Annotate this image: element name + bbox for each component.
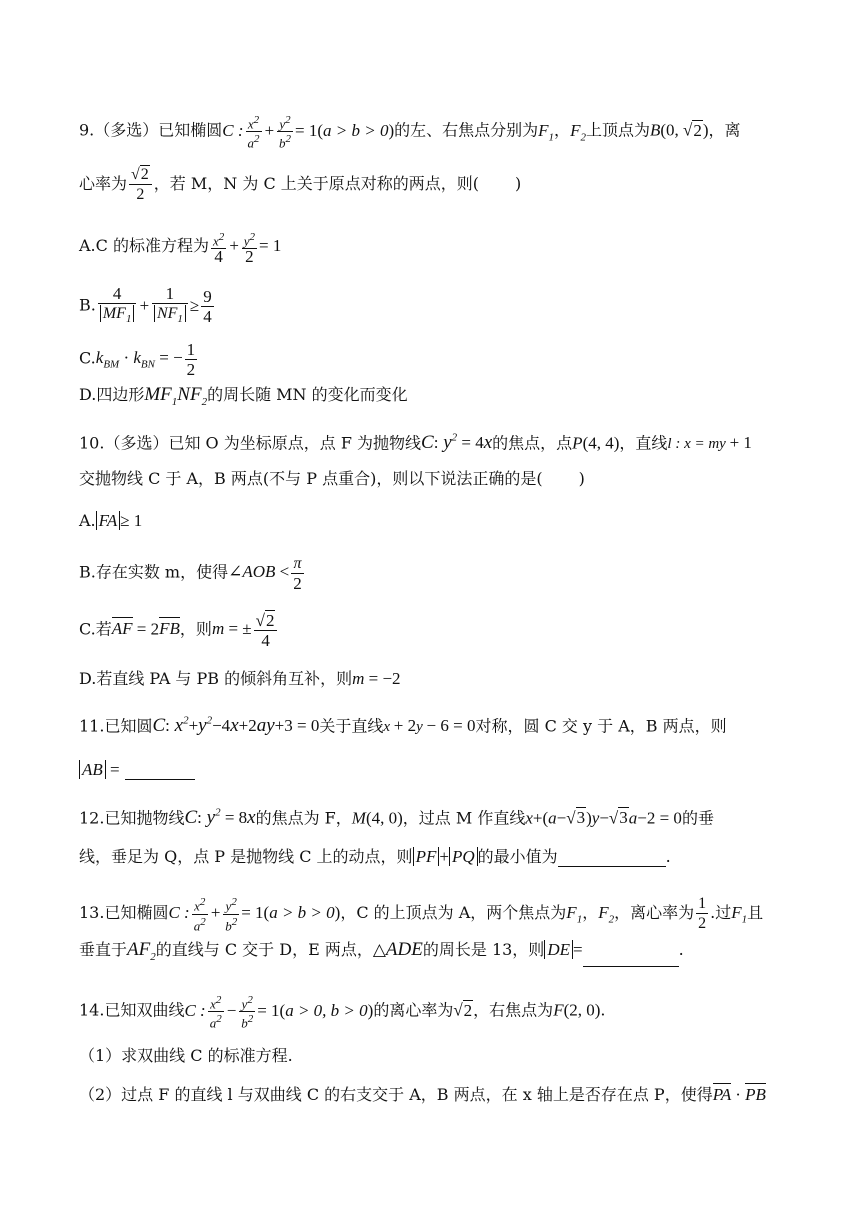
q10-option-d-formula: m = −2 xyxy=(352,669,401,688)
q12-stem-text-6: 的最小值为 xyxy=(477,847,558,866)
q14-part-1 xyxy=(79,1046,293,1066)
q13-ellipse: C : $\frac{x^2}{a^2}$ + $\frac{y^2}{b^2}$ = 1(a > b > 0) xyxy=(168,896,341,933)
q14-part-1-text: （1）求双曲线 C 的标准方程. xyxy=(79,1046,293,1065)
q13-f1: $F_1$ xyxy=(566,903,583,926)
q12-stem-text-3: ，过点 M 作直线 xyxy=(402,808,526,828)
q12-stem-text-7: . xyxy=(665,847,671,866)
q12-stem-text-4: 的垂 xyxy=(681,808,714,828)
q9-option-c-text: C. xyxy=(79,348,96,368)
q13-de: DE = xyxy=(544,940,582,959)
q9-ellipse-equation: C : $\frac{x^2}{a^2}$ + $\frac{y^2}{b^2}$ = 1(a > b > 0) xyxy=(222,114,395,151)
q10-option-a-text: A. xyxy=(79,511,96,530)
q10-stem-text-4: 交抛物线 C 于 A，B 两点(不与 P 点重合)，则以下说法正确的是( xyxy=(79,469,543,488)
q10-option-c-value: m = ± $\frac{√2}{4}$ xyxy=(212,619,280,638)
q9-option-b-text: B. xyxy=(79,295,96,315)
q13-af2: $AF_2$ xyxy=(127,939,156,963)
q13-f1-b: $F_1$ xyxy=(731,903,748,926)
q13-stem-text-7: 的直线与 C 交于 D，E 两点， xyxy=(155,940,373,959)
q14-eccentricity: √2 xyxy=(453,1000,473,1020)
q9-stem-text-6: ，若 M，N 为 C 上关于原点对称的两点，则( xyxy=(153,174,480,193)
q13-line-1: 13.已知椭圆C : $\frac{x^2}{a^2}$ + $\frac{y^2}{b^2}$ = 1(a > b > 0)，C 的上顶点为 A，两个焦点为$F_1$，$F_2$，离心率为 $\frac{1}{2}$ .过$F_1$且 xyxy=(79,895,764,933)
q9-option-b-formula: $\frac{4}{MF_1}$ + $\frac{1}{NF_1}$ ≥ $\frac{9}{4}$ xyxy=(96,296,216,315)
q11-stem-text-1: 11.已知圆 xyxy=(79,716,153,736)
q14-dot-product: PA · PB xyxy=(712,1085,766,1104)
q9-option-c-formula: $k_{BM} \cdot k_{BN}$ = − $\frac{1}{2}$ xyxy=(95,340,196,379)
q13-stem-text-4: .过 xyxy=(710,903,732,922)
q9-option-a-formula: $\frac{x^2}{4}$ + $\frac{y^2}{2}$ = 1 xyxy=(212,231,282,267)
q13-stem-text-3: ，离心率为 xyxy=(614,903,695,922)
q13-f2: $F_2$ xyxy=(598,903,615,926)
q10-line-1 xyxy=(79,428,752,454)
q14-line-1 xyxy=(79,993,606,1031)
q10-stem-text-5: ) xyxy=(578,469,585,488)
q12-line-1 xyxy=(79,803,714,828)
q12-sum: PF + PQ xyxy=(413,847,478,866)
q9-option-c xyxy=(79,340,199,379)
q10-stem-text-1: 10.（多选）已知 O 为坐标原点，点 F 为抛物线 xyxy=(79,433,422,453)
q9-stem-text-5: 心率为 xyxy=(79,174,128,193)
q10-option-c-text-2: ，则 xyxy=(179,619,212,639)
q14-stem-text-1: 14.已知双曲线 xyxy=(79,1000,185,1020)
q11-answer-blank[interactable] xyxy=(125,763,195,780)
q9-f2: $F_2$ xyxy=(570,120,586,144)
q9-option-d-quad: $MF_1NF_2$ xyxy=(144,384,208,408)
q13-stem-text-6: 垂直于 xyxy=(79,940,128,959)
q13-line-2 xyxy=(79,940,684,967)
q14-focus: F(2, 0) xyxy=(553,1000,601,1020)
q14-stem-text-2: 的离心率为 xyxy=(373,1000,454,1020)
q13-stem-text-1: 13.已知椭圆 xyxy=(79,903,169,922)
q9-f1: $F_1$ xyxy=(538,120,555,144)
q13-eccentricity: $\frac{1}{2}$ xyxy=(698,895,707,932)
q10-option-b-text: B.存在实数 m，使得 xyxy=(79,562,229,582)
q10-option-c-text-1: C.若 xyxy=(79,619,112,639)
q10-option-c-vec: AF = 2FB xyxy=(111,619,180,639)
q11-stem-text-3: 对称，圆 C 交 y 于 A，B 两点，则 xyxy=(475,716,727,736)
q11-ab: AB = xyxy=(79,760,120,779)
q10-parabola: C: $y^2 = 4x$ xyxy=(421,432,493,454)
q14-hyperbola: C : $\frac{x^2}{a^2}$ − $\frac{y^2}{b^2}$ = 1(a > 0, b > 0) xyxy=(184,994,374,1031)
q11-line-1 xyxy=(79,711,727,737)
q14-part-2-text: （2）过点 F 的直线 l 与双曲线 C 的右支交于 A，B 两点，在 x 轴上是否存在点 P，使得 xyxy=(79,1085,713,1104)
q9-option-d xyxy=(79,385,408,412)
q9-option-d-text-1: D.四边形 xyxy=(79,385,145,404)
q9-option-a-text: A.C 的标准方程为 xyxy=(79,236,209,256)
q10-line-l: l : x = my + 1 xyxy=(667,433,752,453)
q10-option-b-formula: ∠AOB < $\frac{\pi}{2}$ xyxy=(228,555,302,593)
q10-stem-text-3: ，直线 xyxy=(619,433,668,453)
q12-line-eq: x+(a−√3)y−√3a−2 = 0 xyxy=(525,808,682,828)
q14-stem-text-4: . xyxy=(600,1000,606,1020)
q13-stem-text-9: . xyxy=(678,940,684,959)
q11-line: x + 2y − 6 = 0 xyxy=(383,716,476,736)
q11-line-2 xyxy=(79,760,195,780)
q13-stem-text-2: ，C 的上顶点为 A，两个焦点为 xyxy=(340,903,567,922)
q9-eccentricity: $\frac{√2}{2}$ xyxy=(129,165,152,204)
q10-option-d xyxy=(79,669,401,689)
q10-line-2 xyxy=(79,469,585,489)
q10-option-b xyxy=(79,554,306,593)
q10-point-p: P(4, 4) xyxy=(572,433,620,453)
q10-option-a-formula: FA ≥ 1 xyxy=(96,511,143,530)
q12-stem-text-2: 的焦点为 F， xyxy=(255,808,352,828)
q9-stem-text-2: 的左、右焦点分别为 xyxy=(394,120,539,140)
q9-stem-text-7: ) xyxy=(515,174,522,193)
q9-stem-text-1: 9.（多选）已知椭圆 xyxy=(79,120,223,140)
q9-line-2 xyxy=(79,165,521,204)
q13-answer-blank[interactable] xyxy=(583,950,679,967)
q14-part-2 xyxy=(79,1085,766,1105)
q13-triangle: △ADE xyxy=(372,939,423,960)
q9-stem-text-3: 上顶点为 xyxy=(585,120,650,140)
q11-stem-text-2: 关于直线 xyxy=(319,716,384,736)
q9-option-a xyxy=(79,230,282,267)
q13-stem-text-5: 且 xyxy=(747,903,764,922)
q13-stem-text-8: 的周长是 13，则 xyxy=(422,940,545,959)
q9-stem-text-4: ，离 xyxy=(708,120,741,140)
q10-stem-text-2: 的焦点，点 xyxy=(492,433,573,453)
q10-option-c xyxy=(79,611,279,650)
q12-stem-text-5: 线，垂足为 Q，点 P 是抛物线 C 上的动点，则 xyxy=(79,847,413,866)
q12-point-m: M(4, 0) xyxy=(351,808,403,828)
q9-option-b xyxy=(79,284,216,329)
q10-option-a xyxy=(79,511,142,531)
q9-option-d-text-2: 的周长随 MN 的变化而变化 xyxy=(207,385,408,404)
q9-point-b: B(0, √2) xyxy=(649,120,709,140)
q12-line-2 xyxy=(79,847,671,867)
q14-stem-text-3: ，右焦点为 xyxy=(473,1000,554,1020)
q12-answer-blank[interactable] xyxy=(558,850,666,867)
q12-parabola: C: $y^2 = 8x$ xyxy=(184,807,256,829)
q10-option-d-text: D.若直线 PA 与 PB 的倾斜角互补，则 xyxy=(79,669,353,688)
q9-line-1: 9.（多选）已知椭圆C : $\frac{x^2}{a^2}$ + $\frac{y^2}{b^2}$ = 1(a > b > 0)的左、右焦点分别为$F_1$，$F_2$上顶点为B(0, √2)，离 xyxy=(79,114,741,151)
q12-stem-text-1: 12.已知抛物线 xyxy=(79,808,185,828)
q11-circle: C: $x^2+y^2-4x+2ay+3 = 0$ xyxy=(152,715,320,737)
